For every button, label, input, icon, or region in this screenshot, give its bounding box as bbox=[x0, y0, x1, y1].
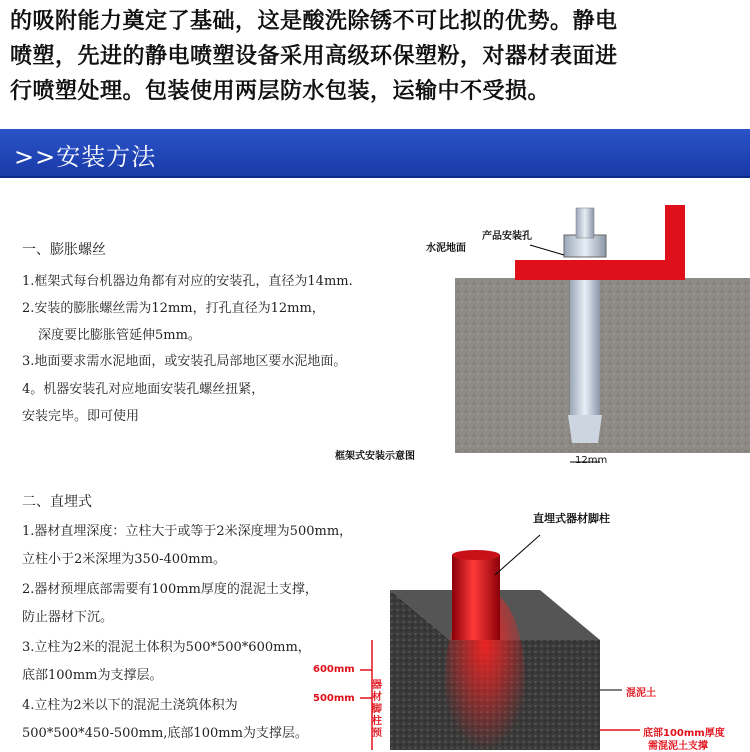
section1-item: 深度要比膨胀管延伸5mm。 bbox=[38, 328, 201, 343]
section1-item: 2.安装的膨胀螺丝需为12mm，打孔直径为12mm， bbox=[22, 301, 325, 316]
expansion-bolt-diagram bbox=[440, 200, 750, 480]
bolt-anchor bbox=[570, 280, 600, 415]
section-banner bbox=[0, 129, 750, 176]
dim-500: 500mm bbox=[313, 693, 355, 704]
section2-item: 1.器材直埋深度：立柱大于或等于2米深度埋为500mm， bbox=[22, 524, 353, 539]
section2-item: 底部100mm为支撑层。 bbox=[22, 668, 163, 683]
banner-title: >>安装方法 bbox=[14, 143, 157, 171]
section1-item: 4。机器安装孔对应地面安装孔螺丝扭紧， bbox=[22, 382, 265, 397]
section2-item: 2.器材预埋底部需要有100mm厚度的混泥土支撑， bbox=[22, 582, 318, 597]
intro-line: 喷塑，先进的静电喷塑设备采用高级环保塑粉，对器材表面进 bbox=[10, 44, 618, 69]
label-product-hole: 产品安装孔 bbox=[482, 231, 532, 242]
intro-line: 行喷塑处理。包装使用两层防水包装，运输中不受损。 bbox=[10, 79, 551, 104]
bolt-tip bbox=[568, 415, 602, 443]
section1-item: 3.地面要求需水泥地面，或安装孔局部地区要水泥地面。 bbox=[22, 354, 347, 369]
bolt-thread bbox=[576, 208, 594, 238]
section2-item: 防止器材下沉。 bbox=[22, 610, 114, 625]
section1-heading: 一、膨胀螺丝 bbox=[22, 242, 106, 258]
diagram-caption: 框架式安装示意图 bbox=[335, 451, 415, 462]
section2-item: 3.立柱为2米的混泥土体积为500*500*600mm， bbox=[22, 640, 311, 655]
section1-item: 安装完毕。即可使用 bbox=[22, 409, 140, 424]
buried-post-title: 直埋式器材脚柱 bbox=[533, 512, 610, 525]
section2-item: 立柱小于2米深埋为350-400mm。 bbox=[22, 552, 226, 567]
label-concrete: 混泥土 bbox=[626, 688, 656, 699]
intro-line: 的吸附能力奠定了基础，这是酸洗除锈不可比拟的优势。静电 bbox=[10, 9, 618, 34]
intro-paragraph bbox=[10, 4, 745, 109]
post-top bbox=[452, 550, 500, 560]
section2-item: 4.立柱为2米以下的混泥土浇筑体积为 bbox=[22, 698, 238, 713]
label-cement-ground: 水泥地面 bbox=[426, 243, 466, 254]
label-bottom-support-2: 需混泥土支撑 bbox=[648, 741, 708, 752]
concrete-ground bbox=[455, 278, 750, 453]
dim-600: 600mm bbox=[313, 664, 355, 675]
label-bolt-width: 12mm bbox=[575, 455, 608, 466]
post-vertical-label: 器材脚柱预 bbox=[372, 680, 382, 739]
section2-heading: 二、直埋式 bbox=[22, 494, 92, 510]
buried-post-diagram bbox=[300, 500, 750, 750]
section1-item: 1.框架式每台机器边角都有对应的安装孔，直径为14mm. bbox=[22, 274, 353, 289]
section2-item: 500*500*450-500mm,底部100mm为支撑层。 bbox=[22, 726, 308, 741]
bolt-nut bbox=[564, 235, 606, 257]
post-column bbox=[452, 555, 500, 640]
banner-divider bbox=[0, 176, 750, 178]
label-bottom-support-1: 底部100mm厚度 bbox=[643, 728, 725, 739]
